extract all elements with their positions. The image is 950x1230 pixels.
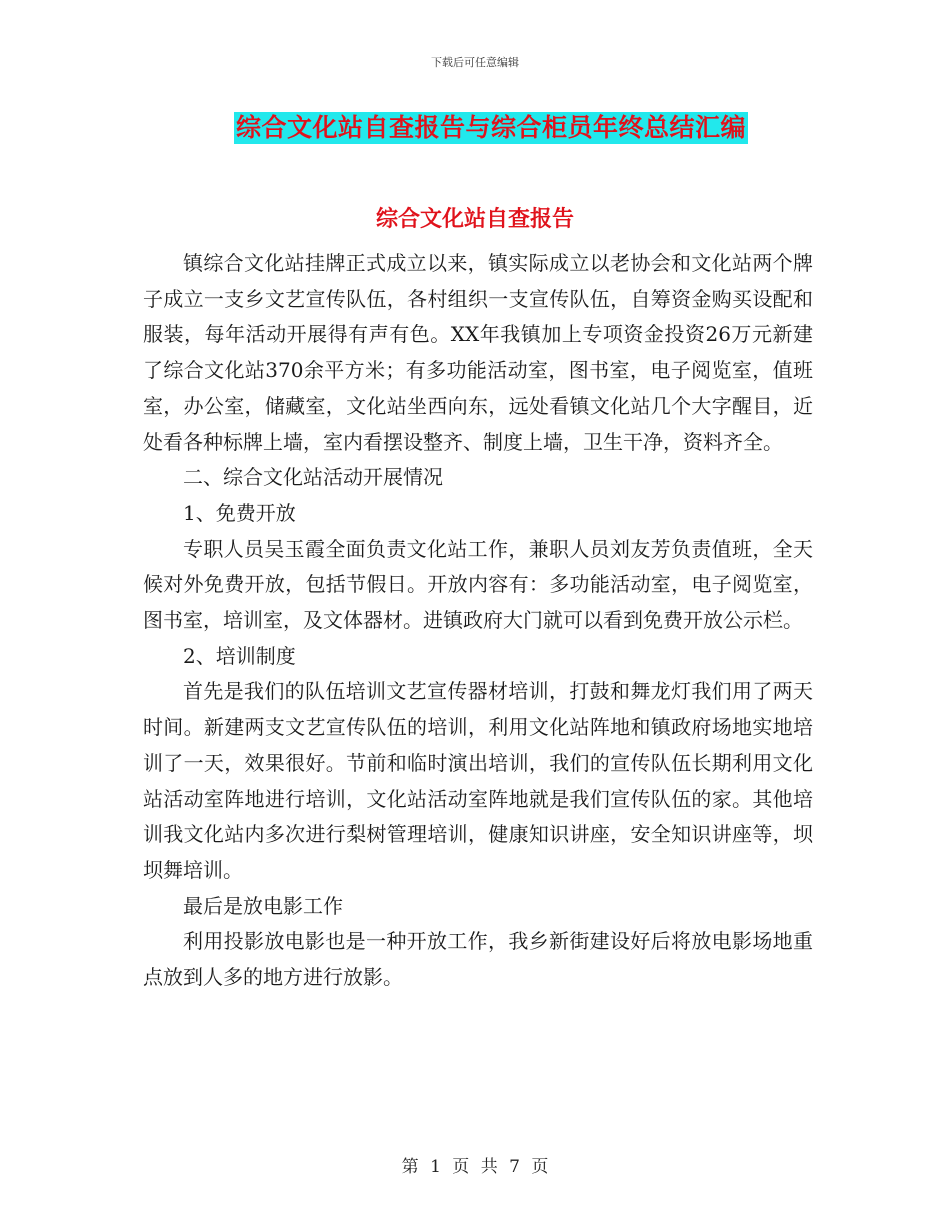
- body-paragraph: 专职人员吴玉霞全面负责文化站工作，兼职人员刘友芳负责值班，全天候对外免费开放，包括节假日。开放内容有：多功能活动室，电子阅览室，图书室，培训室，及文体器材。进镇政府大门就可以看到免费开放公示栏。: [143, 536, 813, 633]
- subheading: 1、免费开放: [183, 500, 296, 525]
- page-footer: 第 1 页 共 7 页: [401, 1157, 549, 1177]
- document-title: 综合文化站自查报告与综合柜员年终总结汇编: [236, 113, 747, 142]
- section-title: 综合文化站自查报告: [375, 206, 574, 232]
- subheading: 2、培训制度: [183, 643, 296, 668]
- document-body: [143, 246, 813, 996]
- header-note: 下载后可任意编辑: [431, 56, 519, 69]
- subheading: 最后是放电影工作: [183, 893, 343, 918]
- body-paragraph: 利用投影放电影也是一种开放工作，我乡新街建设好后将放电影场地重点放到人多的地方进行放影。: [143, 929, 813, 990]
- subheading: 二、综合文化站活动开展情况: [183, 465, 443, 490]
- body-paragraph: 首先是我们的队伍培训文艺宣传器材培训，打鼓和舞龙灯我们用了两天时间。新建两支文艺宣传队伍的培训，利用文化站阵地和镇政府场地实地培训了一天，效果很好。节前和临时演出培训，我们的宣传队伍长期利用文化站活动室阵地进行培训，文化站活动室阵地就是我们宣传队伍的家。其他培训我文化站内多次进行梨树管理培训，健康知识讲座，安全知识讲座等，坝坝舞培训。: [143, 679, 813, 882]
- body-paragraph: 镇综合文化站挂牌正式成立以来，镇实际成立以老协会和文化站两个牌子成立一支乡文艺宣传队伍，各村组织一支宣传队伍，自筹资金购买设配和服装，每年活动开展得有声有色。XX年我镇加上专项资金投资26万元新建了综合文化站370余平方米；有多功能活动室，图书室，电子阅览室，值班室，办公室，储藏室，文化站坐西向东，远处看镇文化站几个大字醒目，近处看各种标牌上墙，室内看摆设整齐、制度上墙，卫生干净，资料齐全。: [143, 251, 813, 454]
